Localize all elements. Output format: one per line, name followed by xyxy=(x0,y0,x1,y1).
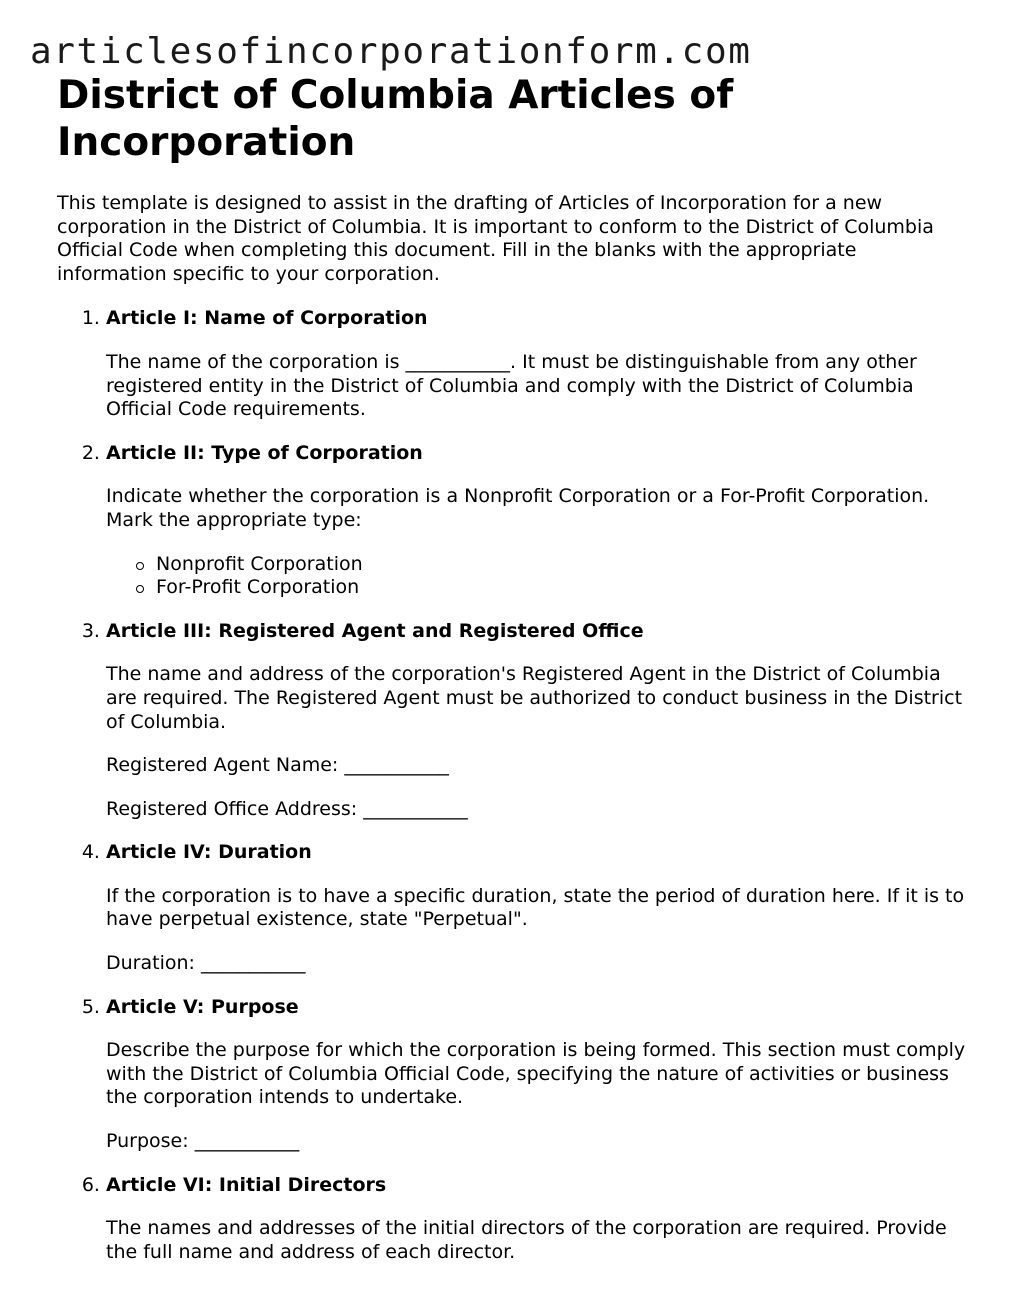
duration-field: Duration: ___________ xyxy=(106,952,306,975)
registered-agent-name-field: Registered Agent Name: ___________ xyxy=(106,754,449,777)
article-5 xyxy=(106,996,967,1154)
article-3-title: 3. Article III: Registered Agent and Registered Office xyxy=(106,619,644,642)
article-4 xyxy=(106,841,967,975)
site-watermark: articlesofincorporationform.com xyxy=(30,31,752,72)
article-5-title: 5. Article V: Purpose xyxy=(106,995,299,1018)
document-body xyxy=(57,72,967,1284)
registered-office-address-field: Registered Office Address: ___________ xyxy=(106,797,468,820)
option-for-profit: For-Profit Corporation xyxy=(156,576,967,600)
article-5-text: Describe the purpose for which the corporation is being formed. This section must comply with the District of Columbia Official Code, specifying the nature of activities or business the corporation intends to undertake. xyxy=(106,1039,966,1109)
article-3-text: The name and address of the corporation's Registered Agent in the District of Columbia are required. The Registered Agent must be authorized to conduct business in the District of Columbia. xyxy=(106,663,963,733)
articles-list xyxy=(57,307,967,1264)
article-1-title: 1. Article I: Name of Corporation xyxy=(106,307,428,330)
article-1 xyxy=(106,307,967,421)
article-6-title: 6. Article VI: Initial Directors xyxy=(106,1173,387,1196)
article-2 xyxy=(106,442,967,600)
option-nonprofit: Nonprofit Corporation xyxy=(156,553,967,577)
purpose-field: Purpose: ___________ xyxy=(106,1130,300,1153)
article-2-title: 2. Article II: Type of Corporation xyxy=(106,441,423,464)
intro-paragraph: This template is designed to assist in the drafting of Articles of Incorporation for a new corporation in the District of Columbia. It is important to conform to the District of Columbia Official Code when completing this document. Fill in the blanks with the appropriate information specific to your corporation. xyxy=(57,192,934,285)
article-6 xyxy=(106,1174,967,1265)
article-1-text: The name of the corporation is ___________. It must be distinguishable from any other registered entity in the District of Columbia and comply with the District of Columbia Official Code requirements. xyxy=(106,350,917,421)
article-6-text: The names and addresses of the initial directors of the corporation are required. Provide the full name and address of each director. xyxy=(106,1217,947,1263)
article-3 xyxy=(106,620,967,822)
article-4-text: If the corporation is to have a specific duration, state the period of duration here. If it is to have perpetual existence, state "Perpetual". xyxy=(106,884,965,931)
page-title: District of Columbia Articles of Incorporation xyxy=(57,73,734,165)
article-4-title: 4. Article IV: Duration xyxy=(106,841,312,864)
corporation-type-options xyxy=(106,553,967,600)
article-2-text: Indicate whether the corporation is a Nonprofit Corporation or a For-Profit Corporation. Mark the appropriate type: xyxy=(106,485,930,531)
